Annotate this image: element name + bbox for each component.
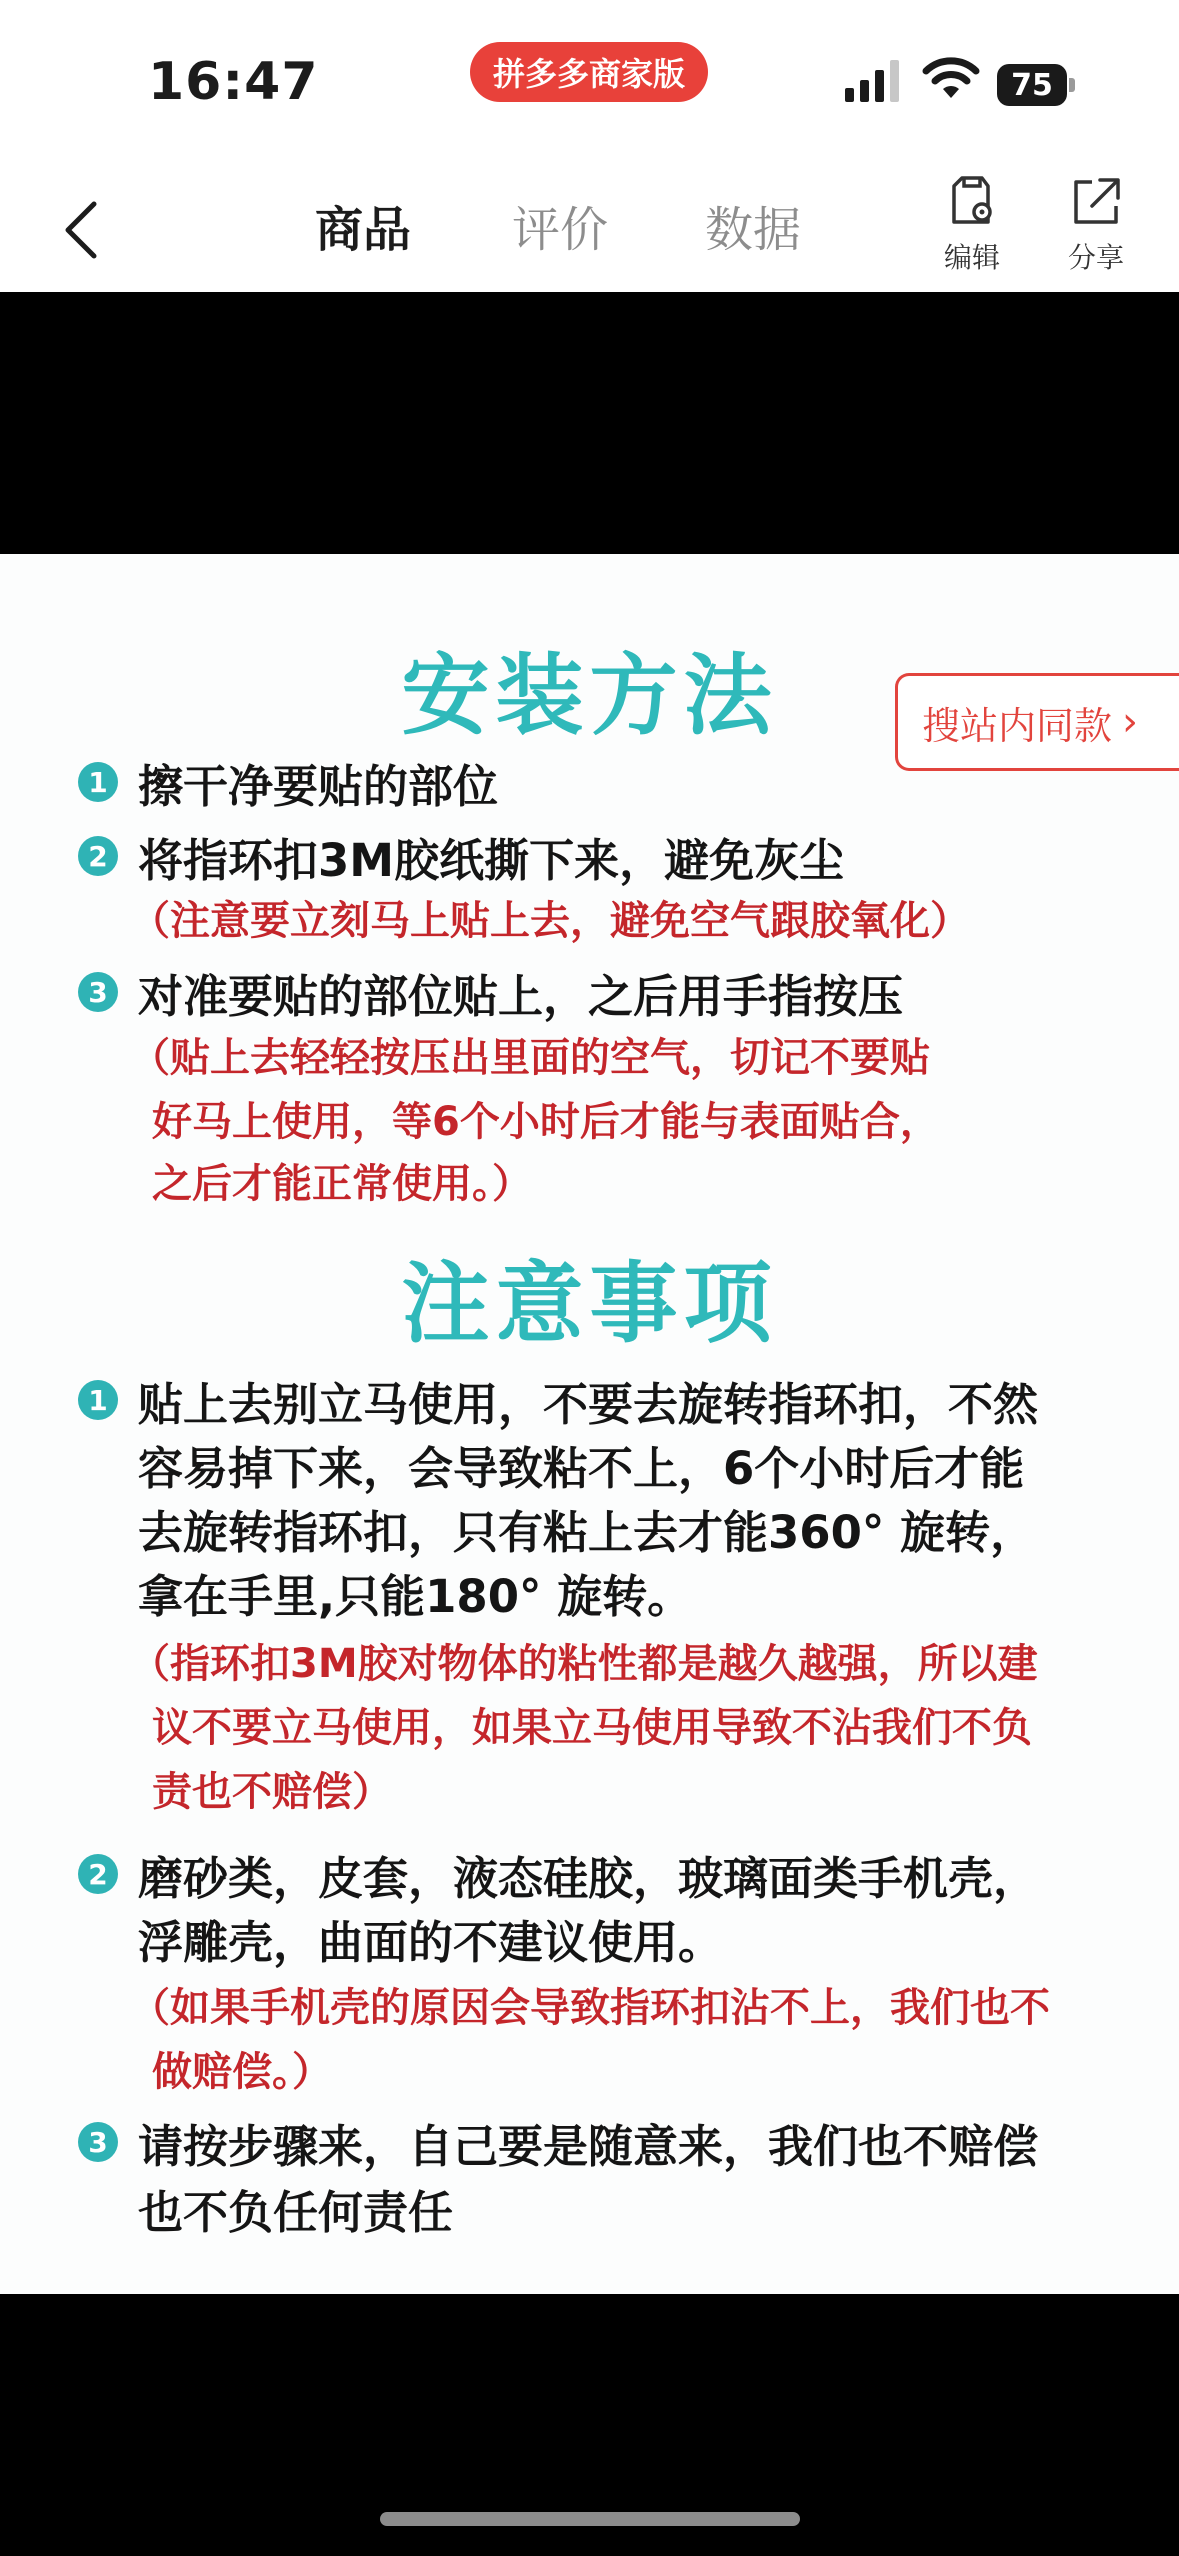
notice-number-1: 1 xyxy=(78,1380,118,1420)
product-detail-image xyxy=(0,554,1179,2294)
share-button[interactable] xyxy=(1046,172,1146,276)
status-bar xyxy=(0,0,1179,150)
search-same-style-label: 搜站内同款 xyxy=(922,703,1113,748)
notice-2-line: 磨砂类，皮套，液态硅胶，玻璃面类手机壳， xyxy=(138,1852,1039,1905)
share-label: 分享 xyxy=(1067,241,1124,274)
back-icon[interactable] xyxy=(58,200,108,260)
notice-3-line: 也不负任何责任 xyxy=(138,2186,454,2239)
image-letterbox-top xyxy=(0,292,1179,554)
install-step-1: 擦干净要贴的部位 xyxy=(138,760,499,813)
notice-2-note-line: 做赔偿。） xyxy=(152,2049,332,2095)
notice-1-note-line: 议不要立马使用，如果立马使用导致不沾我们不负 xyxy=(152,1705,1032,1751)
notice-heading: 注意事项 xyxy=(401,1252,778,1355)
search-same-style-button[interactable] xyxy=(895,673,1179,771)
notice-number-3: 3 xyxy=(78,2122,118,2162)
notice-number-2: 2 xyxy=(78,1854,118,1894)
notice-1-line: 贴上去别立马使用，不要去旋转指环扣，不然 xyxy=(138,1378,1039,1431)
edit-icon xyxy=(944,172,1000,230)
install-step-3-note-line: 好马上使用，等6个小时后才能与表面贴合， xyxy=(152,1099,940,1145)
chevron-right-icon: › xyxy=(1122,699,1139,745)
step-number-3: 3 xyxy=(78,972,118,1012)
install-step-3-note-line: （贴上去轻轻按压出里面的空气，切记不要贴 xyxy=(130,1035,930,1081)
notice-1-line: 拿在手里,只能180° 旋转。 xyxy=(138,1570,693,1623)
notice-1-note-line: （指环扣3M胶对物体的粘性都是越久越强，所以建 xyxy=(130,1641,1038,1687)
home-indicator[interactable] xyxy=(380,2512,800,2526)
step-number-2: 2 xyxy=(78,836,118,876)
notice-2-note-line: （如果手机壳的原因会导致指环扣沾不上，我们也不 xyxy=(130,1985,1050,2031)
install-heading: 安装方法 xyxy=(401,644,778,747)
nav-bar xyxy=(0,150,1179,292)
notice-1-line: 容易掉下来，会导致粘不上，6个小时后才能 xyxy=(138,1442,1025,1495)
edit-button[interactable] xyxy=(922,172,1022,276)
wifi-icon xyxy=(922,56,980,102)
install-step-2-note: （注意要立刻马上贴上去，避免空气跟胶氧化） xyxy=(130,898,970,944)
tab-reviews[interactable]: 评价 xyxy=(512,202,609,258)
notice-2-line: 浮雕壳，曲面的不建议使用。 xyxy=(138,1916,724,1969)
notice-3-line: 请按步骤来，自己要是随意来，我们也不赔偿 xyxy=(138,2120,1039,2173)
battery-level: 75 xyxy=(997,64,1067,106)
notice-1-line: 去旋转指环扣，只有粘上去才能360° 旋转， xyxy=(138,1506,1036,1559)
status-time: 16:47 xyxy=(148,52,319,112)
battery-icon xyxy=(997,64,1075,106)
cellular-signal-icon xyxy=(843,58,901,104)
install-step-2: 将指环扣3M胶纸撕下来，避免灰尘 xyxy=(138,834,845,887)
tab-goods[interactable]: 商品 xyxy=(315,202,412,258)
edit-label: 编辑 xyxy=(943,241,1000,274)
install-step-3: 对准要贴的部位贴上，之后用手指按压 xyxy=(138,970,904,1023)
app-name-pill[interactable]: 拼多多商家版 xyxy=(470,42,708,102)
install-step-3-note-line: 之后才能正常使用。） xyxy=(152,1161,532,1207)
step-number-1: 1 xyxy=(78,762,118,802)
share-icon xyxy=(1068,172,1124,230)
tab-data[interactable]: 数据 xyxy=(705,202,802,258)
notice-1-note-line: 责也不赔偿） xyxy=(152,1769,392,1815)
